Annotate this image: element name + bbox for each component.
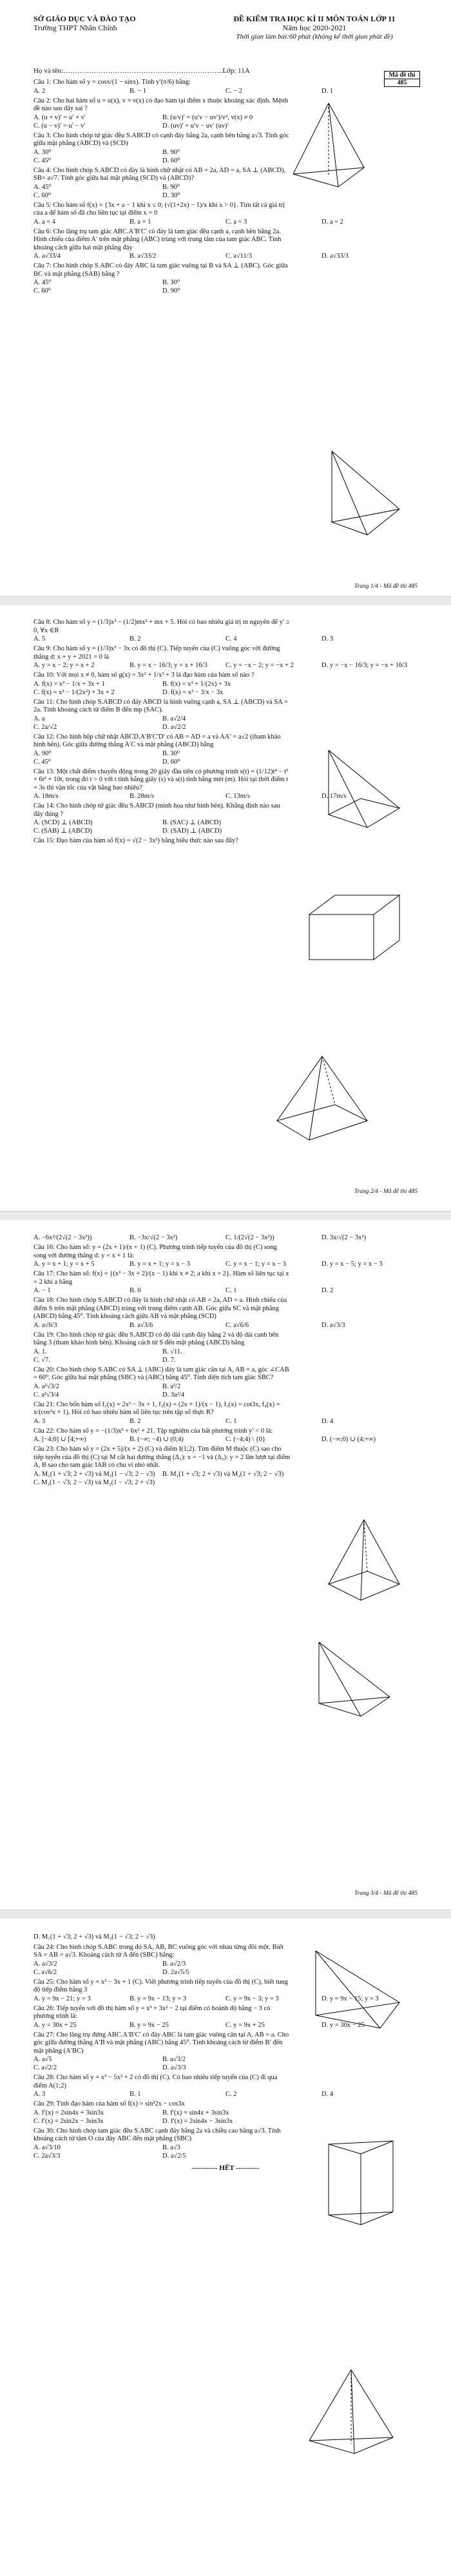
- answer-option[interactable]: D. (−∞;0) ∪ (4;+∞): [321, 1436, 376, 1443]
- answer-option[interactable]: A. a√33/4: [34, 253, 61, 260]
- answer-option[interactable]: A. 30⁰: [34, 148, 52, 156]
- answer-option[interactable]: A. −6x²/(2√(2 − 3x²)): [34, 1234, 92, 1241]
- answer-option[interactable]: B. f′(x) = sin4x + 3sin3x: [162, 2109, 229, 2116]
- question-text: Câu 20: Cho hình chóp S.ABC có SA ⊥ (ABC) đáy là tam giác cân tại A, AB = a, góc ∠CAB = 60⁰. Góc giữa hai mặt phẳng (SBC) và (ABC) bằng 45⁰. Tính diện tích tam giác SBC?: [34, 1366, 289, 1381]
- answer-option[interactable]: D. 3: [321, 635, 334, 643]
- answer-option[interactable]: A. a√6/3: [34, 1321, 57, 1329]
- page-2: [0, 605, 451, 1211]
- answer-option[interactable]: C. (u − v)′ = u′ − v′: [34, 122, 86, 130]
- question-text: Câu 13: Một chất điểm chuyển động trong 20 giây đầu tiên có phương trình s(t) = (1/12)t⁴ − t³ + 6t² + 10t, trong đó t > 0 với t tính bằng giây (s) và s(t) tính bằng mét (m). Hỏi tại thời điểm t = 3s thì vận tốc của vật bằng bao nhiêu?: [34, 768, 289, 791]
- answer-options: [34, 278, 291, 295]
- question: [34, 1297, 417, 1330]
- answer-option[interactable]: A. 1.: [34, 1348, 47, 1355]
- answer-option[interactable]: C. y = −x − 2; y = −x + 2: [225, 662, 294, 669]
- answer-option[interactable]: C. M₁(1 − √3; 2 − √3) và M₂(1 − √3; 2 + √3): [34, 1478, 155, 1486]
- answer-option[interactable]: D. a√3/3: [162, 2064, 186, 2071]
- pyramid-figure-2: [309, 1632, 399, 1723]
- answer-options: [34, 1286, 417, 1295]
- answer-option[interactable]: C. 1/(2√(2 − 3x²)): [225, 1234, 274, 1241]
- answer-option[interactable]: A. y = 30x + 25: [34, 2021, 77, 2029]
- answer-option[interactable]: [162, 1478, 291, 1487]
- question: [34, 2074, 417, 2098]
- answer-option[interactable]: A. (u + v)′ = u′ + v′: [34, 113, 86, 121]
- question: [34, 1234, 417, 1242]
- answer-option[interactable]: B. 30⁰: [162, 750, 180, 757]
- question-text: Câu 21: Cho bốn hàm số f₁(x) = 2x³ − 3x + 1, f₂(x) = (2x + 1)/(x − 1), f₃(x) = cot3x, f₄(x) = x/(cos²x + 1). Hỏi có bao nhiêu hàm số liên tục trên tập số thực R?: [34, 1400, 280, 1416]
- answer-option[interactable]: A. 18m/s: [34, 793, 59, 800]
- answer-option[interactable]: D. a√3/3: [321, 1321, 345, 1329]
- answer-option[interactable]: B. 90⁰: [162, 183, 180, 191]
- question-text: Câu 25: Cho hàm số y = x³ − 3x + 1 (C). Viết phương trình tiếp tuyến của đồ thị (C), biết tung độ tiếp điểm bằng 3: [34, 1978, 289, 1993]
- answer-option[interactable]: A. y = 9x − 21; y = 3: [34, 1995, 91, 2002]
- answer-option[interactable]: A. 3: [34, 1417, 46, 1425]
- exam-time: Thời gian làm bài:60 phút (không kể thời gian phát đề): [236, 33, 393, 41]
- answer-option[interactable]: A. a√5: [34, 2056, 52, 2063]
- answer-option[interactable]: B. a√2/3: [162, 1960, 186, 1968]
- question-text: Câu 24: Cho hình chóp S.ABC trong đó SA, AB, BC vuông góc với nhau từng đôi một. Biết SA = AB = a√3. Khoảng cách từ A đến (SBC) bằng:: [34, 1943, 284, 1959]
- answer-option[interactable]: B. 28m/s: [130, 793, 154, 800]
- end-marker: ----------- HẾT ----------: [191, 2164, 260, 2172]
- answer-option[interactable]: B. f(x) = x³ + 1/(2x) + 3x: [162, 680, 231, 688]
- answer-option[interactable]: C. 1: [225, 1287, 237, 1294]
- answer-option[interactable]: A. 45⁰: [34, 279, 52, 286]
- question: [34, 1401, 417, 1426]
- answer-option[interactable]: B. M₁(1 + √3; 2 + √3) và M₂(1 + √3; 2 − √3): [162, 1470, 284, 1478]
- answer-option[interactable]: B. − 1: [130, 87, 147, 95]
- answer-option[interactable]: D. (SAD) ⊥ (ABCD): [162, 828, 222, 835]
- answer-option[interactable]: C. f′(x) = 2sin2x − 3sin3x: [34, 2117, 104, 2125]
- answer-option[interactable]: C. y = 9x − 3; y = 3: [225, 1995, 279, 2002]
- answer-option[interactable]: D. 1: [321, 87, 334, 95]
- answer-option[interactable]: C. 2a/√2: [34, 723, 57, 731]
- answer-option[interactable]: C. 2: [225, 2091, 237, 2098]
- pyramid-figure-2: [303, 2363, 399, 2460]
- answer-option[interactable]: C. − 2: [225, 87, 243, 95]
- pyramid-figure: [277, 97, 374, 193]
- answer-options: [34, 635, 417, 643]
- answer-option[interactable]: A. f′(x) = 2sin4x + 3sin3x: [34, 2109, 104, 2116]
- question-text: Câu 12: Cho hình hộp chữ nhật ABCD.A′B′C′D′ có AB = AD = a và AA′ = a√2 (tham khảo hình bên). Góc giữa đường thẳng A′C và mặt phẳng (ABCD) bằng: [34, 733, 281, 748]
- answer-option[interactable]: D. y = 30x − 25: [321, 2021, 365, 2029]
- answer-option[interactable]: A. M₁(1 + √3; 2 + √3) và M₂(1 − √3; 2 − √3): [34, 1470, 155, 1478]
- answer-option[interactable]: B. √11.: [162, 1348, 182, 1355]
- question-text: Câu 19: Cho hình chóp tứ giác đều S.ABCD có độ dài cạnh đáy bằng 2 và độ dài cạnh bên bằng 3 (tham khảo hình bên). Khoảng cách từ S đến mặt phẳng (ABCD) bằng: [34, 1331, 279, 1346]
- question-text: Câu 17: Cho hàm số: f(x) = {(x³ − 3x + 2)/(x − 1) khi x ≠ 2; a khi x = 2}. Hàm số liên tục tại x = 2 khi a bằng: [34, 1270, 289, 1286]
- answer-option[interactable]: A. 5: [34, 635, 46, 643]
- exam-title: ĐỀ KIỂM TRA HỌC KÌ II MÔN TOÁN LỚP 11: [233, 14, 396, 23]
- answer-option[interactable]: C. a√6/2: [34, 1968, 57, 1976]
- question-text: Câu 5: Cho hàm số f(x) = {3x + a − 1 khi x ≤ 0; (√(1+2x) − 1)/x khi x > 0}. Tìm tất cả giá trị của a để hàm số đã cho liên tục tại điểm x = 0: [34, 201, 285, 217]
- answer-option[interactable]: C. 1: [225, 1417, 237, 1425]
- question-text: Câu 29: Tính đạo hàm của hàm số f(x) = sin²2x − cos3x: [34, 2100, 185, 2107]
- question: [34, 619, 417, 643]
- answer-option[interactable]: A. a√3/10: [34, 2144, 61, 2151]
- school-name: Trường THPT Nhân Chính: [34, 23, 117, 32]
- answer-option[interactable]: D. y = 9x − 15; y = 3: [321, 1995, 379, 2002]
- answer-option[interactable]: D. 30⁰: [162, 191, 180, 199]
- answer-option[interactable]: C. √7.: [34, 1356, 50, 1364]
- question-text: Câu 15: Đạo hàm của hàm số f(x) = √(2 − 3x²) bằng biểu thức nào sau đây?: [34, 837, 238, 844]
- question-text: Câu 11: Cho hình chóp S.ABCD có đáy ABCD là hình vuông cạnh a, SA ⊥ (ABCD) và SA = 2a. Tính khoảng cách từ điểm B đến mp (SAC).: [34, 698, 288, 713]
- answer-option[interactable]: D. 3x/√(2 − 3x²): [321, 1234, 367, 1241]
- question: [34, 262, 417, 295]
- answer-option[interactable]: B. 0: [130, 1287, 141, 1294]
- answer-option[interactable]: C. 60⁰: [34, 287, 51, 295]
- question: [34, 2031, 417, 2073]
- answer-option[interactable]: D. 4: [321, 2091, 334, 2098]
- answer-option[interactable]: D. a√2/5: [162, 2152, 186, 2160]
- answer-option[interactable]: B. y = x + 1; y = x − 3: [130, 1261, 190, 1268]
- answer-option[interactable]: A. a²√3/2: [34, 1382, 59, 1390]
- question-text: D. M₁(1 + √3; 2 + √3) và M₂(1 − √3; 2 − √3): [34, 1933, 155, 1941]
- question: [34, 1332, 417, 1364]
- answer-option[interactable]: A. a: [34, 715, 45, 722]
- answer-option[interactable]: D. a√2/2: [162, 723, 186, 731]
- question-text: Câu 27: Cho lăng trụ đứng ABC.A′B′C′ có đáy ABC là tam giác vuông cân tại A, AB = a. Cho góc giữa đường thẳng A′B và mặt phẳng (ABC) bằng 45⁰. Tính khoảng cách từ điểm B′ đến mặt phẳng (A′BC): [34, 2031, 289, 2055]
- answer-option[interactable]: B. a²/2: [162, 1382, 181, 1390]
- answer-option[interactable]: A. [−4;0] ∪ [4;+∞): [34, 1436, 86, 1443]
- answer-option[interactable]: A. − 1: [34, 1287, 51, 1294]
- answer-option[interactable]: D. f′(x) = 2sin4x − 3sin3x: [162, 2117, 233, 2125]
- answer-option[interactable]: D. 17m/s: [321, 793, 347, 800]
- question-text: Câu 16: Cho hàm số: y = (2x + 1)/(x + 1) (C). Phương trình tiếp tuyến của đồ thị (C) song song với đường thẳng d: y = x + 1 là:: [34, 1244, 277, 1259]
- answer-option[interactable]: C. 60⁰: [34, 191, 51, 199]
- answer-option[interactable]: B. 2: [130, 635, 141, 643]
- answer-option[interactable]: B. y = x − 16/3; y = x + 16/3: [130, 662, 207, 669]
- exam-code: 485: [397, 79, 407, 86]
- school-year: Năm học 2020-2021: [282, 23, 347, 32]
- question-text: Câu 22: Cho hàm số y = −(1/3)x³ + 6x² + 21. Tập nghiệm của bất phương trình y′ < 0 là:: [34, 1427, 273, 1435]
- question-text: Câu 1: Cho hàm số y = cosx/(1 − sinx). Tính y′(π/6) bằng:: [34, 79, 191, 86]
- answer-options: [34, 1470, 291, 1487]
- answer-options: [34, 252, 417, 260]
- answer-option[interactable]: A. y = x − 2; y = x + 2: [34, 662, 95, 669]
- answer-option[interactable]: D. 2a√5/5: [162, 1968, 189, 1976]
- question: [34, 1446, 417, 1487]
- pyramid-figure-2: [322, 445, 406, 541]
- page-4: [0, 1919, 451, 2576]
- page-footer: Trang 1/4 - Mã đề thi 485: [354, 583, 417, 590]
- answer-option[interactable]: C. a√2/2: [34, 2064, 57, 2071]
- question-text: Câu 10: Với mọi x ≠ 0, hàm số g(x) = 3x² + 1/x³ + 3 là đạo hàm của hàm số nào ?: [34, 672, 254, 679]
- question: [34, 79, 417, 95]
- answer-option[interactable]: B. 2: [130, 1417, 141, 1425]
- question-text: Câu 2: Cho hai hàm số u = u(x), v = v(x) có đạo hàm tại điểm x thuộc khoảng xác định. Mệnh đề nào sau đây sai ?: [34, 97, 289, 112]
- answer-option[interactable]: D. 4: [321, 1417, 334, 1425]
- question-text: Câu 4: Cho hình chóp S.ABCD có đáy là hình chữ nhật có AB = 2a, AD = a, SA ⊥ (ABCD), SB= a√7. Tính góc giữa hai mặt phẳng (SCD) và (ABCD)?: [34, 166, 286, 182]
- pyramid-figure: [309, 1944, 406, 2035]
- answer-option[interactable]: C. a²√3/4: [34, 1391, 59, 1399]
- pyramid-figure: [322, 744, 406, 834]
- answer-option[interactable]: C. a√6/6: [225, 1321, 249, 1329]
- question: [34, 837, 417, 846]
- pyramid-figure: [322, 1513, 406, 1610]
- answer-option[interactable]: B. −3x/√(2 − 3x²): [130, 1234, 178, 1241]
- answer-options: [34, 1348, 291, 1364]
- answer-option[interactable]: D. (uv)′ = u′v − uv′ (uv)′: [162, 122, 229, 130]
- answer-option[interactable]: C. f(x) = x³ − 1/(2x²) + 3x + 2: [34, 688, 115, 696]
- answer-options: [34, 2055, 291, 2072]
- answer-options: [34, 148, 291, 165]
- question-text: Câu 8: Cho hàm số y = (1/3)x³ − (1/2)mx² + mx + 5. Hỏi có bao nhiêu giá trị m nguyên để y′ ≥ 0, ∀x ∈R: [34, 619, 290, 634]
- question-text: Câu 3: Cho hình chóp tứ giác đều S.ABCD có cạnh đáy bằng 2a, cạnh bên bằng a√3. Tính góc giữa mặt phẳng (ABCD) và (SCD): [34, 131, 289, 147]
- question-text: Câu 30: Cho hình chóp tam giác đều S.ABC cạnh đáy bằng 2a và chiều cao bằng a√3. Tính khoảng cách từ tâm O của đáy ABC đến mặt phẳng (SBC): [34, 2127, 281, 2142]
- answer-option[interactable]: C. y = x − 1; y = x − 3: [225, 1261, 286, 1268]
- answer-option[interactable]: C. 45⁰: [34, 758, 51, 766]
- answer-option[interactable]: D. 90⁰: [162, 287, 180, 295]
- answer-option[interactable]: D. a√33/3: [321, 253, 349, 260]
- answer-option[interactable]: A. 90⁰: [34, 750, 52, 757]
- answer-option[interactable]: C. (−4;4) \ {0}: [225, 1436, 266, 1443]
- answer-option[interactable]: B. 90⁰: [162, 148, 180, 156]
- answer-options: [34, 1382, 291, 1399]
- answer-option[interactable]: D. 60⁰: [162, 758, 180, 766]
- answer-option[interactable]: B. (−∞; −4) ∪ (0;4): [130, 1436, 184, 1443]
- answer-options: [34, 715, 291, 731]
- question: [34, 672, 417, 697]
- question-text: Câu 6: Cho lăng trụ tam giác ABC.A′B′C′ có đáy là tam giác đều cạnh a, cạnh bên bằng 2a. Hình chiếu của điểm A′ trên mặt phẳng (ABC) trùng với trung tâm của tam giác ABC. Tính khoảng cách giữa hai mặt phẳng đáy: [34, 228, 282, 251]
- exam-header: [34, 14, 417, 41]
- question: [34, 645, 417, 670]
- answer-option[interactable]: A. 45⁰: [34, 183, 52, 191]
- answer-option[interactable]: D. 7.: [162, 1356, 176, 1364]
- answer-option[interactable]: C. y = 9x + 25: [225, 2021, 265, 2029]
- answer-option[interactable]: B. a = 1: [130, 218, 151, 226]
- answer-options: [34, 218, 417, 226]
- question: [34, 1270, 417, 1295]
- answer-options: [34, 2109, 291, 2126]
- answer-option[interactable]: A. a√3/2: [34, 1960, 57, 1968]
- question-text: Câu 28: Cho hàm số y = x³ − 5x² + 2 có đồ thị (C). Có bao nhiêu tiếp tuyến của (C) đi qua điểm A(1;2): [34, 2074, 278, 2089]
- question-text: Câu 7: Cho hình chóp S.ABC có đáy ABC là tam giác vuông tại B và SA ⊥ (ABC). Góc giữa BC và mặt phẳng (SAB) bằng ?: [34, 262, 288, 278]
- answer-options: [34, 1435, 417, 1444]
- question-text: Câu 18: Cho hình chóp S.ABCD có đáy là hình chữ nhật có AB = 2a, AD = a. Hình chiếu của điểm S trên mặt phẳng (ABCD) trùng với trung điểm cạnh AB. Góc giữa SC và mặt phẳng (ABCD) bằng 45⁰. Tính khoảng cách giữa AB và mặt phẳng (SCD): [34, 1297, 287, 1320]
- prism-figure: [322, 2131, 399, 2234]
- answer-option[interactable]: D. a = 2: [321, 218, 343, 226]
- answer-options: [34, 818, 291, 835]
- question: [34, 1933, 417, 1942]
- question: [34, 699, 417, 731]
- dept-name: SỞ GIÁO DỤC VÀ ĐÀO TẠO: [34, 14, 136, 23]
- answer-option[interactable]: B. (u/v)′ = (u′v − uv′)/v², v(x) ≠ 0: [162, 113, 253, 121]
- answer-option[interactable]: B. a√3/6: [130, 1321, 153, 1329]
- answer-options: [34, 1234, 417, 1242]
- question: [34, 228, 417, 261]
- question: [34, 1428, 417, 1444]
- page-1: [0, 0, 451, 596]
- answer-option[interactable]: D. 60⁰: [162, 157, 180, 164]
- question: [34, 1244, 417, 1268]
- answer-option[interactable]: C. 2a√3/3: [34, 2152, 61, 2160]
- answer-option[interactable]: A. 2: [34, 87, 46, 95]
- answer-option[interactable]: D. 3a²/4: [162, 1391, 185, 1399]
- answer-option[interactable]: C. 4: [225, 635, 237, 643]
- answer-option[interactable]: B. y = 9x − 13; y = 3: [130, 1995, 187, 2002]
- answer-option[interactable]: B. 1: [130, 2091, 141, 2098]
- question-text: Câu 23: Cho hàm số y = (2x + 5)/(x + 2) (C) và điểm I(1;2). Tìm điểm M thuộc (C) sao cho tiếp tuyến của đồ thị (C) tại M cắt hai đường thẳng (Δ₁): x = −1 và (Δ₂): y = 2 lần lượt tại điểm A, B sao cho tam giác IAB có chu vi nhỏ nhất.: [34, 1446, 291, 1469]
- exam-code-label: Mã đề thi: [385, 72, 419, 79]
- answer-option[interactable]: A. f(x) = x³ − 1/x + 3x + 1: [34, 680, 105, 688]
- answer-option[interactable]: C. a√11/3: [225, 253, 252, 260]
- student-name-line: Họ và tên:…………………………………………………………..Lớp: 11A: [34, 67, 250, 75]
- answer-option[interactable]: D. 2: [321, 1287, 334, 1294]
- questions-page-3: [34, 1234, 417, 1487]
- answer-options: [34, 2144, 291, 2160]
- answer-option[interactable]: B. (SAC) ⊥ (ABCD): [162, 819, 221, 826]
- answer-options: [34, 113, 291, 130]
- answer-option[interactable]: C. (SAB) ⊥ (ABCD): [34, 828, 92, 835]
- answer-options: [34, 1417, 417, 1426]
- answer-options: [34, 1260, 417, 1268]
- answer-option[interactable]: B. a√3: [162, 2144, 180, 2151]
- answer-option[interactable]: D. f(x) = x³ − 3/x − 3x: [162, 688, 224, 696]
- answer-option[interactable]: A. y = x + 1; y = x + 5: [34, 1261, 95, 1268]
- answer-option[interactable]: B. y = 9x − 25: [130, 2021, 169, 2029]
- answer-options: [34, 661, 417, 670]
- answer-option[interactable]: D. y = x − 5; y = x − 3: [321, 1261, 383, 1268]
- answer-option[interactable]: C. a = 3: [225, 218, 247, 226]
- answer-option[interactable]: A. a = 4: [34, 218, 55, 226]
- question: [34, 2100, 417, 2126]
- question: [34, 202, 417, 226]
- exam-code-box: [384, 71, 420, 87]
- question-text: Câu 9: Cho hàm số y = (1/3)x³ − 3x có đồ thị (C). Tiếp tuyến của (C) vuông góc với đường thẳng d: x + y + 2021 = 0 là: [34, 645, 280, 661]
- answer-option[interactable]: B. a√2/4: [162, 715, 186, 722]
- answer-options: [34, 680, 291, 697]
- answer-option[interactable]: C. 13m/s: [225, 793, 250, 800]
- answer-option[interactable]: B. a√33/2: [130, 253, 157, 260]
- page-footer: Trang 2/4 - Mã đề thi 485: [354, 1188, 417, 1195]
- answer-options: [34, 1960, 291, 1977]
- answer-options: [34, 1321, 417, 1330]
- page-3: [0, 1220, 451, 1910]
- page-footer: Trang 3/4 - Mã đề thi 485: [354, 1890, 417, 1897]
- answer-options: [34, 87, 417, 95]
- answer-options: [34, 2090, 417, 2098]
- answer-option[interactable]: C. 45⁰: [34, 157, 51, 164]
- question-text: Câu 14: Cho hình chóp tứ giác đều S.ABCD (minh họa như hình bên). Khẳng định nào sau đây đúng ?: [34, 802, 280, 818]
- question: [34, 1366, 417, 1399]
- question-text: Câu 26: Tiếp tuyến với đồ thị hàm số y = x³ + 3x² − 2 tại điểm có hoành độ bằng − 3 có phương trình là:: [34, 2004, 271, 2020]
- answer-option[interactable]: A. (SCD) ⊥ (ABCD): [34, 819, 93, 826]
- pyramid-figure-3: [271, 1050, 374, 1147]
- answer-options: [34, 183, 291, 200]
- answer-option[interactable]: B. 30⁰: [162, 279, 180, 286]
- answer-option[interactable]: A. 3: [34, 2091, 46, 2098]
- answer-options: [34, 750, 291, 766]
- answer-option[interactable]: D. y = −x − 16/3; y = −x + 16/3: [321, 662, 408, 669]
- answer-option[interactable]: B. a√3/2: [162, 2056, 186, 2063]
- box-figure: [303, 889, 406, 966]
